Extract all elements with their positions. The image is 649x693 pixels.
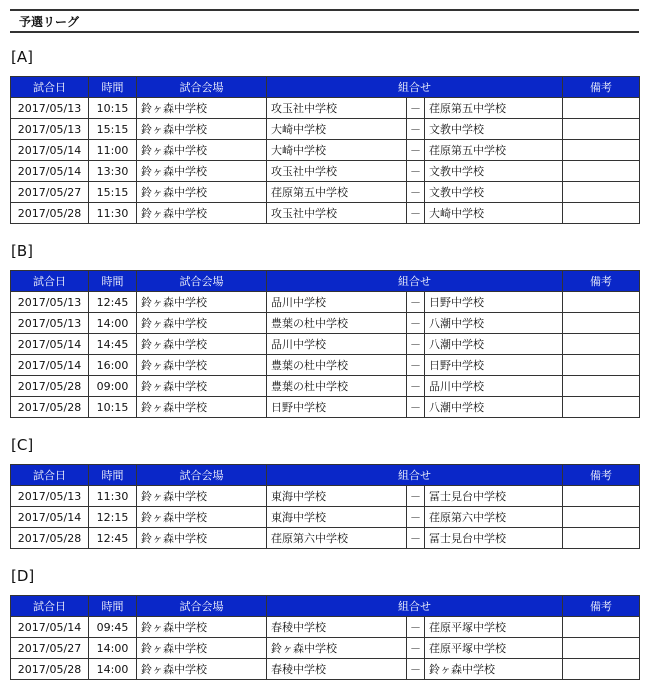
- team1-cell: 日野中学校: [267, 397, 407, 418]
- table-row: [11, 140, 640, 161]
- team2-cell: 冨士見台中学校: [425, 528, 563, 549]
- table-row: [11, 659, 640, 680]
- separator-cell: －: [407, 161, 425, 182]
- venue-cell: 鈴ヶ森中学校: [137, 376, 267, 397]
- team1-cell: 春稜中学校: [267, 659, 407, 680]
- team2-cell: 文教中学校: [425, 161, 563, 182]
- venue-cell: 鈴ヶ森中学校: [137, 486, 267, 507]
- separator-cell: －: [407, 659, 425, 680]
- venue-cell: 鈴ヶ森中学校: [137, 617, 267, 638]
- schedule-table-a: [10, 76, 640, 224]
- time-cell: 14:00: [89, 659, 137, 680]
- header-date: 試合日: [11, 465, 89, 486]
- notes-cell: [563, 376, 640, 397]
- notes-cell: [563, 507, 640, 528]
- group-label-b: [B]: [11, 242, 33, 260]
- team1-cell: 東海中学校: [267, 486, 407, 507]
- time-cell: 13:30: [89, 161, 137, 182]
- team1-cell: 大崎中学校: [267, 119, 407, 140]
- team1-cell: 豊葉の杜中学校: [267, 355, 407, 376]
- venue-cell: 鈴ヶ森中学校: [137, 98, 267, 119]
- header-time: 時間: [89, 596, 137, 617]
- separator-cell: －: [407, 528, 425, 549]
- separator-cell: －: [407, 638, 425, 659]
- team1-cell: 荏原第六中学校: [267, 528, 407, 549]
- notes-cell: [563, 292, 640, 313]
- time-cell: 10:15: [89, 98, 137, 119]
- schedule-table-c: [10, 464, 640, 549]
- table-row: [11, 119, 640, 140]
- time-cell: 12:15: [89, 507, 137, 528]
- date-cell: 2017/05/28: [11, 397, 89, 418]
- header-match: 組合せ: [267, 596, 563, 617]
- venue-cell: 鈴ヶ森中学校: [137, 161, 267, 182]
- header-venue: 試合会場: [137, 77, 267, 98]
- table-row: [11, 355, 640, 376]
- date-cell: 2017/05/13: [11, 313, 89, 334]
- header-notes: 備考: [563, 465, 640, 486]
- time-cell: 14:00: [89, 638, 137, 659]
- date-cell: 2017/05/14: [11, 140, 89, 161]
- header-match: 組合せ: [267, 465, 563, 486]
- schedule-table-d: [10, 595, 640, 680]
- team2-cell: 荏原平塚中学校: [425, 617, 563, 638]
- team2-cell: 文教中学校: [425, 119, 563, 140]
- notes-cell: [563, 617, 640, 638]
- separator-cell: －: [407, 334, 425, 355]
- table-row: [11, 638, 640, 659]
- header-notes: 備考: [563, 596, 640, 617]
- time-cell: 15:15: [89, 182, 137, 203]
- separator-cell: －: [407, 292, 425, 313]
- venue-cell: 鈴ヶ森中学校: [137, 292, 267, 313]
- date-cell: 2017/05/14: [11, 355, 89, 376]
- date-cell: 2017/05/27: [11, 182, 89, 203]
- separator-cell: －: [407, 397, 425, 418]
- table-header-row: [11, 465, 640, 486]
- notes-cell: [563, 355, 640, 376]
- header-date: 試合日: [11, 271, 89, 292]
- page-title: 予選リーグ: [19, 15, 80, 29]
- time-cell: 11:30: [89, 203, 137, 224]
- date-cell: 2017/05/28: [11, 376, 89, 397]
- venue-cell: 鈴ヶ森中学校: [137, 140, 267, 161]
- venue-cell: 鈴ヶ森中学校: [137, 355, 267, 376]
- time-cell: 11:00: [89, 140, 137, 161]
- section-title-bar: [10, 9, 639, 33]
- time-cell: 09:45: [89, 617, 137, 638]
- notes-cell: [563, 528, 640, 549]
- notes-cell: [563, 119, 640, 140]
- venue-cell: 鈴ヶ森中学校: [137, 528, 267, 549]
- date-cell: 2017/05/13: [11, 119, 89, 140]
- team1-cell: 攻玉社中学校: [267, 203, 407, 224]
- time-cell: 14:00: [89, 313, 137, 334]
- table-row: [11, 376, 640, 397]
- team1-cell: 攻玉社中学校: [267, 161, 407, 182]
- table-row: [11, 292, 640, 313]
- header-time: 時間: [89, 465, 137, 486]
- table-header-row: [11, 77, 640, 98]
- team2-cell: 八潮中学校: [425, 397, 563, 418]
- time-cell: 11:30: [89, 486, 137, 507]
- team2-cell: 冨士見台中学校: [425, 486, 563, 507]
- group-label-c: [C]: [11, 436, 34, 454]
- header-venue: 試合会場: [137, 465, 267, 486]
- venue-cell: 鈴ヶ森中学校: [137, 659, 267, 680]
- time-cell: 12:45: [89, 528, 137, 549]
- header-notes: 備考: [563, 77, 640, 98]
- schedule-table-b: [10, 270, 640, 418]
- time-cell: 14:45: [89, 334, 137, 355]
- notes-cell: [563, 182, 640, 203]
- notes-cell: [563, 486, 640, 507]
- notes-cell: [563, 313, 640, 334]
- table-row: [11, 203, 640, 224]
- date-cell: 2017/05/14: [11, 617, 89, 638]
- date-cell: 2017/05/28: [11, 659, 89, 680]
- team2-cell: 日野中学校: [425, 292, 563, 313]
- table-row: [11, 161, 640, 182]
- venue-cell: 鈴ヶ森中学校: [137, 638, 267, 659]
- team2-cell: 鈴ヶ森中学校: [425, 659, 563, 680]
- team1-cell: 東海中学校: [267, 507, 407, 528]
- team2-cell: 八潮中学校: [425, 334, 563, 355]
- table-row: [11, 397, 640, 418]
- team2-cell: 荏原第六中学校: [425, 507, 563, 528]
- time-cell: 09:00: [89, 376, 137, 397]
- table-row: [11, 486, 640, 507]
- separator-cell: －: [407, 119, 425, 140]
- separator-cell: －: [407, 98, 425, 119]
- team2-cell: 荏原平塚中学校: [425, 638, 563, 659]
- team2-cell: 大崎中学校: [425, 203, 563, 224]
- team2-cell: 荏原第五中学校: [425, 140, 563, 161]
- venue-cell: 鈴ヶ森中学校: [137, 397, 267, 418]
- venue-cell: 鈴ヶ森中学校: [137, 313, 267, 334]
- date-cell: 2017/05/14: [11, 334, 89, 355]
- team1-cell: 大崎中学校: [267, 140, 407, 161]
- venue-cell: 鈴ヶ森中学校: [137, 507, 267, 528]
- team2-cell: 文教中学校: [425, 182, 563, 203]
- notes-cell: [563, 638, 640, 659]
- venue-cell: 鈴ヶ森中学校: [137, 334, 267, 355]
- team1-cell: 品川中学校: [267, 334, 407, 355]
- table-row: [11, 617, 640, 638]
- header-match: 組合せ: [267, 77, 563, 98]
- table-row: [11, 182, 640, 203]
- date-cell: 2017/05/28: [11, 528, 89, 549]
- team2-cell: 八潮中学校: [425, 313, 563, 334]
- team1-cell: 荏原第五中学校: [267, 182, 407, 203]
- separator-cell: －: [407, 203, 425, 224]
- header-time: 時間: [89, 77, 137, 98]
- team2-cell: 荏原第五中学校: [425, 98, 563, 119]
- separator-cell: －: [407, 355, 425, 376]
- notes-cell: [563, 98, 640, 119]
- separator-cell: －: [407, 313, 425, 334]
- table-row: [11, 98, 640, 119]
- venue-cell: 鈴ヶ森中学校: [137, 119, 267, 140]
- header-date: 試合日: [11, 596, 89, 617]
- table-row: [11, 507, 640, 528]
- header-match: 組合せ: [267, 271, 563, 292]
- time-cell: 16:00: [89, 355, 137, 376]
- date-cell: 2017/05/13: [11, 292, 89, 313]
- team1-cell: 攻玉社中学校: [267, 98, 407, 119]
- notes-cell: [563, 397, 640, 418]
- team1-cell: 豊葉の杜中学校: [267, 376, 407, 397]
- notes-cell: [563, 161, 640, 182]
- header-venue: 試合会場: [137, 271, 267, 292]
- separator-cell: －: [407, 376, 425, 397]
- header-notes: 備考: [563, 271, 640, 292]
- time-cell: 12:45: [89, 292, 137, 313]
- team2-cell: 日野中学校: [425, 355, 563, 376]
- header-venue: 試合会場: [137, 596, 267, 617]
- team1-cell: 鈴ヶ森中学校: [267, 638, 407, 659]
- group-label-a: [A]: [11, 48, 33, 66]
- date-cell: 2017/05/28: [11, 203, 89, 224]
- table-row: [11, 334, 640, 355]
- date-cell: 2017/05/27: [11, 638, 89, 659]
- header-date: 試合日: [11, 77, 89, 98]
- notes-cell: [563, 140, 640, 161]
- notes-cell: [563, 659, 640, 680]
- separator-cell: －: [407, 486, 425, 507]
- notes-cell: [563, 203, 640, 224]
- table-row: [11, 313, 640, 334]
- venue-cell: 鈴ヶ森中学校: [137, 182, 267, 203]
- team1-cell: 春稜中学校: [267, 617, 407, 638]
- separator-cell: －: [407, 507, 425, 528]
- team2-cell: 品川中学校: [425, 376, 563, 397]
- notes-cell: [563, 334, 640, 355]
- header-time: 時間: [89, 271, 137, 292]
- team1-cell: 品川中学校: [267, 292, 407, 313]
- time-cell: 10:15: [89, 397, 137, 418]
- separator-cell: －: [407, 617, 425, 638]
- time-cell: 15:15: [89, 119, 137, 140]
- team1-cell: 豊葉の杜中学校: [267, 313, 407, 334]
- date-cell: 2017/05/13: [11, 486, 89, 507]
- table-header-row: [11, 271, 640, 292]
- date-cell: 2017/05/14: [11, 507, 89, 528]
- separator-cell: －: [407, 140, 425, 161]
- separator-cell: －: [407, 182, 425, 203]
- table-row: [11, 528, 640, 549]
- date-cell: 2017/05/13: [11, 98, 89, 119]
- table-header-row: [11, 596, 640, 617]
- group-label-d: [D]: [11, 567, 35, 585]
- date-cell: 2017/05/14: [11, 161, 89, 182]
- venue-cell: 鈴ヶ森中学校: [137, 203, 267, 224]
